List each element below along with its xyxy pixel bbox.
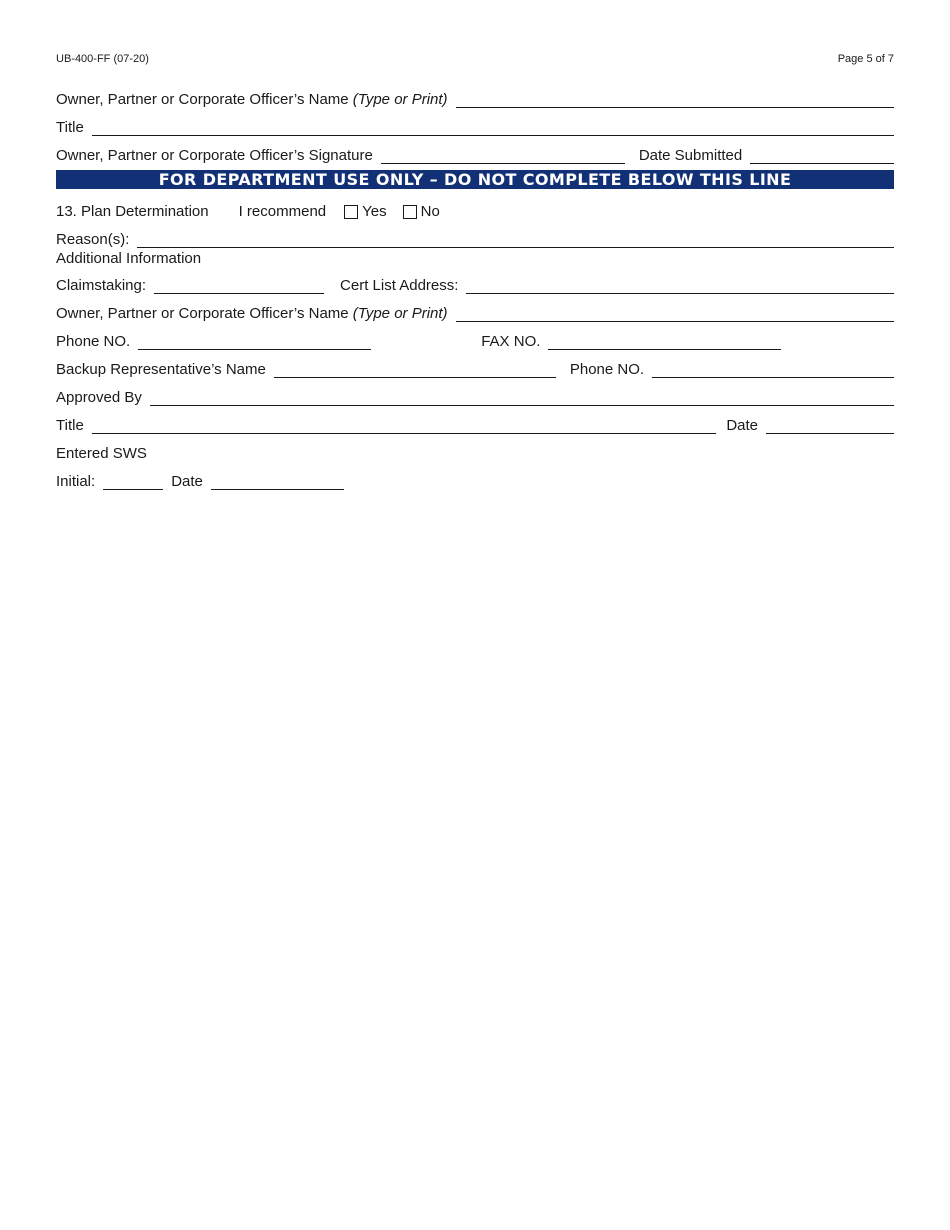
reasons-label: Reason(s): <box>56 231 130 248</box>
dept-owner-name-field[interactable] <box>456 306 894 322</box>
dept-title-field[interactable] <box>92 418 717 434</box>
title-row <box>56 116 894 136</box>
no-label: No <box>420 203 440 220</box>
signature-field[interactable] <box>381 148 625 164</box>
dept-date-label: Date <box>726 417 758 434</box>
claimstaking-field[interactable] <box>154 278 324 294</box>
backup-rep-row <box>56 358 894 378</box>
owner-name-label: Owner, Partner or Corporate Officer’s Name <box>56 91 349 108</box>
no-checkbox[interactable] <box>403 205 417 219</box>
approved-by-field[interactable] <box>150 390 894 406</box>
dept-type-or-print-note: (Type or Print) <box>352 305 448 322</box>
plan-determination-label: 13. Plan Determination <box>56 203 209 220</box>
yes-checkbox[interactable] <box>344 205 358 219</box>
approved-by-label: Approved By <box>56 389 142 406</box>
backup-rep-label: Backup Representative’s Name <box>56 361 266 378</box>
dept-owner-name-label: Owner, Partner or Corporate Officer’s Name <box>56 305 349 322</box>
dept-date-field[interactable] <box>766 418 894 434</box>
title-field[interactable] <box>92 120 894 136</box>
reasons-row <box>56 228 894 248</box>
initial-field[interactable] <box>103 474 163 490</box>
backup-phone-label: Phone NO. <box>569 361 645 378</box>
recommend-label: I recommend <box>238 203 327 220</box>
claimstaking-row <box>56 274 894 294</box>
phone-label: Phone NO. <box>56 333 131 350</box>
backup-phone-field[interactable] <box>652 362 894 378</box>
dept-owner-name-row <box>56 302 894 322</box>
fax-field[interactable] <box>548 334 781 350</box>
initial-row <box>56 470 356 490</box>
owner-name-row <box>56 88 894 108</box>
signature-label: Owner, Partner or Corporate Officer’s Signature <box>56 147 373 164</box>
approved-by-row <box>56 386 894 406</box>
initial-date-label: Date <box>171 473 203 490</box>
initial-label: Initial: <box>56 473 96 490</box>
dept-title-row <box>56 414 894 434</box>
entered-sws-label: Entered SWS <box>56 445 147 462</box>
yes-label: Yes <box>362 203 387 220</box>
fax-label: FAX NO. <box>481 333 541 350</box>
page-number: Page 5 of 7 <box>837 53 894 65</box>
cert-list-address-field[interactable] <box>466 278 894 294</box>
signature-row <box>56 144 894 164</box>
claimstaking-label: Claimstaking: <box>56 277 147 294</box>
phone-fax-row <box>56 330 894 350</box>
dept-title-label: Title <box>56 417 84 434</box>
type-or-print-note: (Type or Print) <box>352 91 448 108</box>
additional-information-label: Additional Information <box>56 250 202 267</box>
owner-name-field[interactable] <box>456 92 894 108</box>
cert-list-address-label: Cert List Address: <box>340 277 459 294</box>
phone-field[interactable] <box>138 334 371 350</box>
reasons-field[interactable] <box>137 232 894 248</box>
date-submitted-field[interactable] <box>750 148 894 164</box>
plan-determination-row <box>56 200 894 220</box>
department-use-banner: FOR DEPARTMENT USE ONLY – DO NOT COMPLETE BELOW THIS LINE <box>56 170 894 189</box>
backup-rep-field[interactable] <box>274 362 556 378</box>
initial-date-field[interactable] <box>211 474 344 490</box>
title-label: Title <box>56 119 84 136</box>
date-submitted-label: Date Submitted <box>638 147 743 164</box>
form-code: UB-400-FF (07-20) <box>56 53 149 65</box>
